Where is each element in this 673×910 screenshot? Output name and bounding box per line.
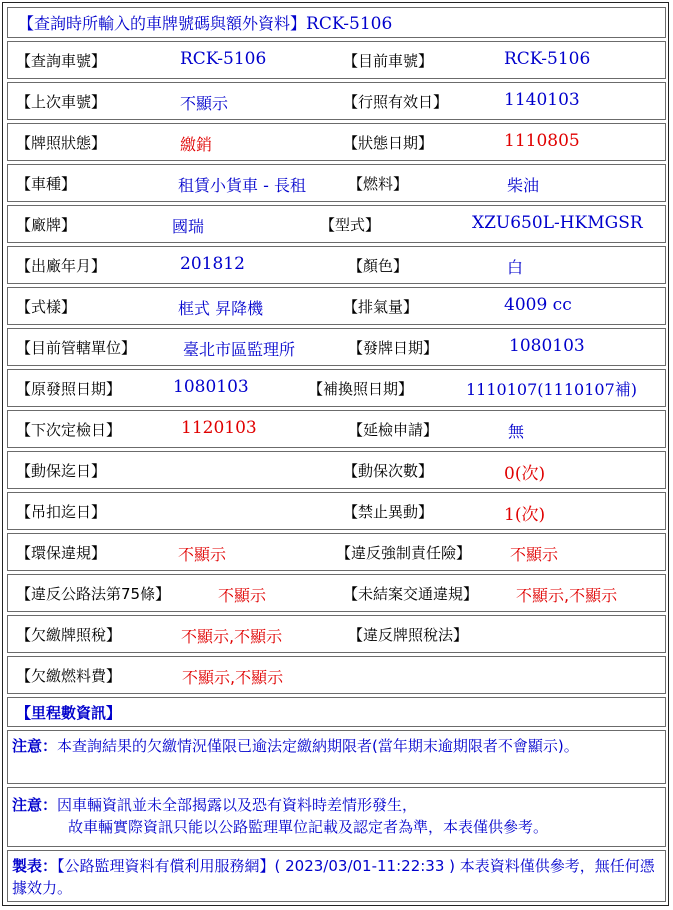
mileage-row: [7, 697, 666, 727]
jurisdiction-value: 臺北市區監理所: [183, 340, 296, 359]
vehicle-type-value: 租賃小貨車 - 長租: [178, 176, 306, 195]
note-arrears-label: 注意：: [12, 737, 58, 755]
note-arrears: [12, 735, 661, 757]
license-valid-date-label: 【行照有效日】: [343, 93, 449, 111]
body-style-label: 【式樣】: [16, 298, 77, 316]
manufacture-date-value: 201812: [180, 254, 245, 274]
table-row-fuel-fee: [7, 656, 666, 694]
current-plate-label: 【目前車號】: [343, 52, 434, 70]
traffic-violation-value: 不顯示,不顯示: [516, 586, 618, 605]
table-row-vehicle-type: [7, 164, 666, 202]
license-tax-arrears-value: 不顯示,不顯示: [181, 627, 283, 646]
chattel-mortgage-count-value: 0(次): [504, 464, 546, 484]
note-row-disclaimer: [7, 787, 666, 847]
table-row-original-license-date: [7, 369, 666, 407]
table-row-environmental: [7, 533, 666, 571]
table-row-body-style: [7, 287, 666, 325]
table-row-suspension: [7, 492, 666, 530]
original-license-date-label: 【原發照日期】: [16, 380, 122, 398]
note-disclaimer-label: 注意：: [12, 796, 58, 814]
color-label: 【顏色】: [348, 257, 409, 275]
chattel-mortgage-count-label: 【動保次數】: [343, 462, 434, 480]
status-date-label: 【狀態日期】: [343, 134, 434, 152]
next-inspection-label: 【下次定檢日】: [16, 421, 122, 439]
table-row-query-plate: [7, 41, 666, 79]
displacement-value: 4009 cc: [504, 295, 572, 315]
vehicle-type-label: 【車種】: [16, 175, 77, 193]
reissue-date-value: 1110107(1110107補): [466, 380, 638, 399]
traffic-violation-label: 【未結案交通違規】: [343, 585, 479, 603]
license-tax-violation-label: 【違反牌照稅法】: [348, 626, 469, 644]
plate-issue-date-value: 1080103: [509, 336, 585, 356]
color-value: 白: [507, 258, 524, 277]
fuel-fee-arrears-value: 不顯示,不顯示: [182, 668, 284, 687]
status-date-value: 1110805: [504, 131, 580, 151]
original-license-date-value: 1080103: [173, 377, 249, 397]
brand-label: 【廠牌】: [16, 216, 77, 234]
plate-status-label: 【牌照狀態】: [16, 134, 107, 152]
query-plate-label: 【查詢車號】: [16, 52, 107, 70]
highway-act-label: 【違反公路法第75條】: [16, 585, 171, 603]
fuel-label: 【燃料】: [348, 175, 409, 193]
footer-text: [12, 855, 661, 899]
highway-act-value: 不顯示: [218, 586, 267, 605]
license-tax-arrears-label: 【欠繳牌照稅】: [16, 626, 122, 644]
model-label: 【型式】: [320, 216, 381, 234]
header-row: [7, 7, 666, 38]
next-inspection-value: 1120103: [181, 418, 257, 438]
note-disclaimer: [12, 794, 661, 838]
brand-value: 國瑞: [172, 217, 205, 236]
model-value: XZU650L-HKMGSR: [472, 213, 643, 233]
inspection-deferral-value: 無: [508, 422, 525, 441]
chattel-mortgage-date-label: 【動保迄日】: [16, 462, 107, 480]
note-disclaimer-line1: 因車輛資訊並未全部揭露以及恐有資料時差情形發生，: [57, 796, 418, 814]
displacement-label: 【排氣量】: [343, 298, 419, 316]
mileage-heading: 【里程數資訊】: [16, 704, 122, 722]
table-row-license-tax: [7, 615, 666, 653]
plate-issue-date-label: 【發牌日期】: [348, 339, 439, 357]
license-valid-date-value: 1140103: [504, 90, 580, 110]
footer-row: [7, 850, 666, 902]
transfer-ban-label: 【禁止異動】: [343, 503, 434, 521]
table-row-brand: [7, 205, 666, 243]
footer-source: 【公路監理資料有償利用服務網】( 2023/03/01-11:22:33 ) 本表資料僅供參考，無任何憑據效力。: [12, 857, 655, 897]
plate-status-value: 繳銷: [180, 135, 213, 154]
environmental-violation-value: 不顯示: [178, 545, 227, 564]
fuel-fee-arrears-label: 【欠繳燃料費】: [16, 667, 122, 685]
current-plate-value: RCK-5106: [504, 49, 591, 69]
table-row-highway-act: [7, 574, 666, 612]
note-disclaimer-line2: 故車輛實際資訊只能以公路監理單位記載及認定者為準，本表僅供參考。: [68, 818, 549, 836]
previous-plate-label: 【上次車號】: [16, 93, 107, 111]
insurance-violation-label: 【違反強制責任險】: [336, 544, 472, 562]
environmental-violation-label: 【環保違規】: [16, 544, 107, 562]
table-row-previous-plate: [7, 82, 666, 120]
transfer-ban-value: 1(次): [504, 505, 546, 525]
insurance-violation-value: 不顯示: [510, 545, 559, 564]
table-row-next-inspection: [7, 410, 666, 448]
table-row-chattel-mortgage: [7, 451, 666, 489]
previous-plate-value: 不顯示: [180, 94, 229, 113]
reissue-date-label: 【補換照日期】: [308, 380, 414, 398]
table-row-manufacture-date: [7, 246, 666, 284]
table-row-jurisdiction: [7, 328, 666, 366]
report-title: 【查詢時所輸入的車牌號碼與額外資料】RCK-5106: [18, 14, 393, 34]
query-plate-value: RCK-5106: [180, 49, 267, 69]
inspection-deferral-label: 【延檢申請】: [348, 421, 439, 439]
table-row-plate-status: [7, 123, 666, 161]
suspension-date-label: 【吊扣迄日】: [16, 503, 107, 521]
jurisdiction-label: 【目前管轄單位】: [16, 339, 137, 357]
note-row-arrears: [7, 730, 666, 784]
body-style-value: 框式 昇降機: [178, 299, 264, 318]
note-arrears-text: 本查詢結果的欠繳情況僅限已逾法定繳納期限者(當年期末逾期限者不會顯示)。: [57, 737, 579, 755]
fuel-value: 柴油: [507, 176, 540, 195]
footer-label: 製表：: [12, 857, 58, 875]
manufacture-date-label: 【出廠年月】: [16, 257, 107, 275]
